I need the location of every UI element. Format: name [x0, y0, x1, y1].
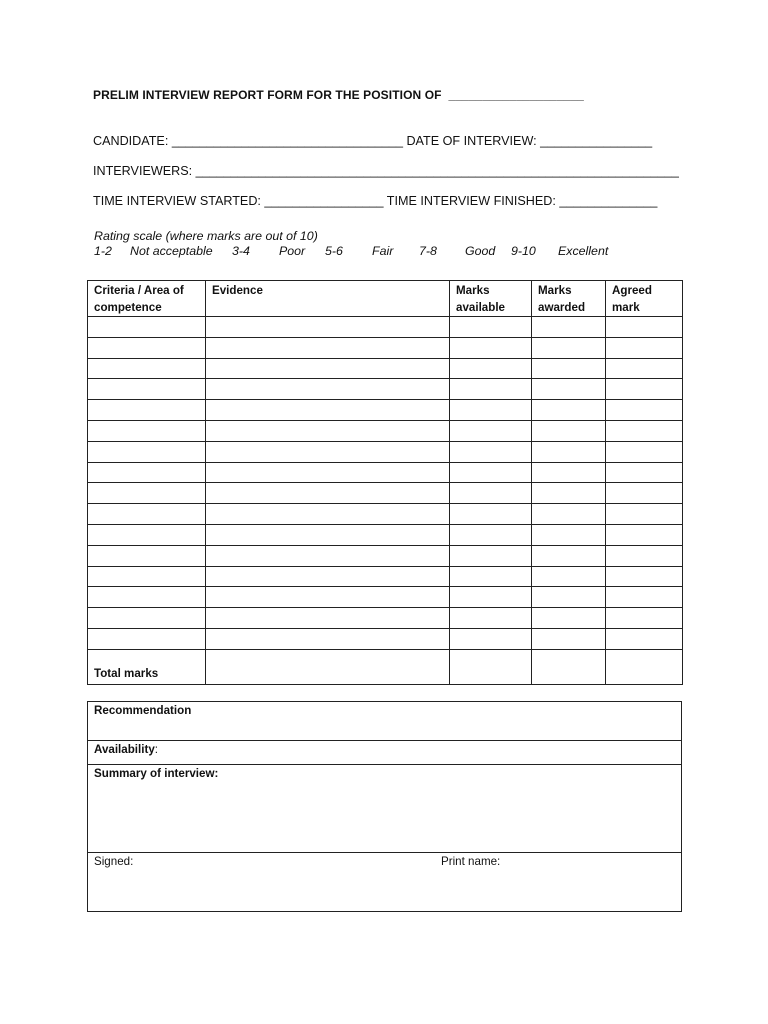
table-cell[interactable]: [532, 545, 606, 566]
candidate-date-field: CANDIDATE: _________________________________ DATE OF INTERVIEW: ________________: [93, 134, 653, 148]
rating-label-1: Not acceptable: [130, 244, 213, 258]
print-name-label: Print name:: [441, 855, 501, 868]
table-cell[interactable]: [88, 566, 206, 587]
table-cell[interactable]: [450, 379, 532, 400]
header-agreed-mark: Agreed mark: [606, 281, 683, 317]
table-cell[interactable]: [450, 524, 532, 545]
table-row: [88, 400, 683, 421]
table-cell[interactable]: [206, 524, 450, 545]
table-cell[interactable]: [88, 628, 206, 649]
table-cell[interactable]: [450, 504, 532, 525]
interview-time-field: TIME INTERVIEW STARTED: _________________ TIME INTERVIEW FINISHED: ______________: [93, 194, 658, 208]
total-cell[interactable]: [532, 649, 606, 684]
table-cell[interactable]: [88, 587, 206, 608]
table-cell[interactable]: [206, 587, 450, 608]
table-row: [88, 441, 683, 462]
table-cell[interactable]: [606, 420, 683, 441]
table-cell[interactable]: [606, 400, 683, 421]
table-cell[interactable]: [88, 400, 206, 421]
table-row: [88, 483, 683, 504]
table-cell[interactable]: [206, 317, 450, 338]
table-cell[interactable]: [450, 566, 532, 587]
table-cell[interactable]: [532, 462, 606, 483]
table-row: [88, 524, 683, 545]
table-cell[interactable]: [532, 317, 606, 338]
marks-table-header: [88, 281, 683, 317]
table-cell[interactable]: [88, 545, 206, 566]
signed-label: Signed:: [94, 855, 134, 868]
signature-cell[interactable]: [88, 853, 682, 912]
table-cell[interactable]: [88, 420, 206, 441]
table-cell[interactable]: [606, 358, 683, 379]
table-row: [88, 358, 683, 379]
rating-scale: [94, 244, 608, 258]
table-cell[interactable]: [532, 524, 606, 545]
table-cell[interactable]: [532, 441, 606, 462]
table-cell[interactable]: [206, 441, 450, 462]
table-cell[interactable]: [532, 587, 606, 608]
table-cell[interactable]: [88, 337, 206, 358]
table-row: [88, 504, 683, 525]
table-cell[interactable]: [450, 441, 532, 462]
table-cell[interactable]: [206, 337, 450, 358]
rating-range-1: 1-2: [94, 244, 112, 258]
table-row: [88, 420, 683, 441]
rating-scale-heading: Rating scale (where marks are out of 10): [94, 229, 318, 243]
summary-of-interview-label: Summary of interview:: [94, 767, 219, 780]
total-cell[interactable]: [206, 649, 450, 684]
table-cell[interactable]: [606, 462, 683, 483]
header-marks-available: Marks available: [450, 281, 532, 317]
table-cell[interactable]: [206, 483, 450, 504]
table-cell[interactable]: [532, 483, 606, 504]
rating-range-5: 9-10: [511, 244, 536, 258]
table-cell[interactable]: [606, 587, 683, 608]
table-cell[interactable]: [606, 337, 683, 358]
table-cell[interactable]: [450, 337, 532, 358]
table-cell[interactable]: [606, 628, 683, 649]
rating-label-5: Excellent: [558, 244, 609, 258]
table-cell[interactable]: [606, 441, 683, 462]
interviewers-field: INTERVIEWERS: _____________________________________________________________________: [93, 164, 679, 178]
total-cell[interactable]: [606, 649, 683, 684]
table-cell[interactable]: [606, 608, 683, 629]
summary-of-interview-cell[interactable]: [88, 765, 682, 853]
table-cell[interactable]: [88, 441, 206, 462]
table-cell[interactable]: [206, 462, 450, 483]
table-cell[interactable]: [532, 566, 606, 587]
table-cell[interactable]: [206, 545, 450, 566]
table-cell[interactable]: [532, 400, 606, 421]
table-cell[interactable]: [206, 566, 450, 587]
header-criteria: Criteria / Area of competence: [88, 281, 206, 317]
table-cell[interactable]: [206, 379, 450, 400]
rating-range-2: 3-4: [232, 244, 250, 258]
table-cell[interactable]: [606, 483, 683, 504]
availability-label: Availability: [94, 743, 155, 756]
table-cell[interactable]: [606, 317, 683, 338]
table-cell[interactable]: [450, 358, 532, 379]
table-cell[interactable]: [450, 420, 532, 441]
table-cell[interactable]: [606, 379, 683, 400]
table-cell[interactable]: [206, 420, 450, 441]
rating-label-4: Good: [465, 244, 496, 258]
table-row: [88, 545, 683, 566]
total-cell[interactable]: [450, 649, 532, 684]
table-cell[interactable]: [88, 608, 206, 629]
table-cell[interactable]: [88, 504, 206, 525]
table-cell[interactable]: [88, 317, 206, 338]
table-cell[interactable]: [450, 317, 532, 338]
table-cell[interactable]: [88, 358, 206, 379]
table-cell[interactable]: [606, 524, 683, 545]
table-row: [88, 628, 683, 649]
table-row: [88, 337, 683, 358]
table-cell[interactable]: [206, 358, 450, 379]
table-row: [88, 566, 683, 587]
table-row: [88, 317, 683, 338]
table-cell[interactable]: [450, 545, 532, 566]
recommendation-label: Recommendation: [94, 704, 192, 717]
table-cell[interactable]: [606, 566, 683, 587]
table-cell[interactable]: [532, 358, 606, 379]
availability-cell[interactable]: [88, 741, 682, 765]
table-cell[interactable]: [206, 608, 450, 629]
table-cell[interactable]: [532, 420, 606, 441]
table-cell[interactable]: [88, 462, 206, 483]
table-cell[interactable]: [450, 587, 532, 608]
table-cell[interactable]: [88, 379, 206, 400]
rating-label-2: Poor: [279, 244, 306, 258]
table-cell[interactable]: [606, 504, 683, 525]
table-cell[interactable]: [206, 504, 450, 525]
table-cell[interactable]: [532, 504, 606, 525]
recommendation-cell[interactable]: [88, 702, 682, 741]
total-row: [88, 649, 683, 684]
rating-range-4: 7-8: [419, 244, 437, 258]
table-cell[interactable]: [88, 483, 206, 504]
total-label: Total marks: [88, 649, 206, 684]
table-cell[interactable]: [206, 628, 450, 649]
summary-table: [87, 701, 682, 912]
table-cell[interactable]: [450, 462, 532, 483]
table-cell[interactable]: [450, 608, 532, 629]
marks-table: [87, 280, 683, 685]
table-cell[interactable]: [532, 608, 606, 629]
form-title: PRELIM INTERVIEW REPORT FORM FOR THE POSITION OF ____________________: [93, 88, 584, 102]
table-cell[interactable]: [606, 545, 683, 566]
table-cell[interactable]: [450, 400, 532, 421]
table-row: [88, 587, 683, 608]
header-evidence: Evidence: [206, 281, 450, 317]
table-row: [88, 462, 683, 483]
table-cell[interactable]: [450, 483, 532, 504]
table-cell[interactable]: [532, 379, 606, 400]
table-cell[interactable]: [532, 337, 606, 358]
header-marks-awarded: Marks awarded: [532, 281, 606, 317]
rating-range-3: 5-6: [325, 244, 343, 258]
availability-colon: :: [154, 743, 159, 756]
table-cell[interactable]: [88, 524, 206, 545]
table-row: [88, 379, 683, 400]
table-cell[interactable]: [450, 628, 532, 649]
table-cell[interactable]: [532, 628, 606, 649]
table-cell[interactable]: [206, 400, 450, 421]
table-row: [88, 608, 683, 629]
rating-label-3: Fair: [372, 244, 394, 258]
